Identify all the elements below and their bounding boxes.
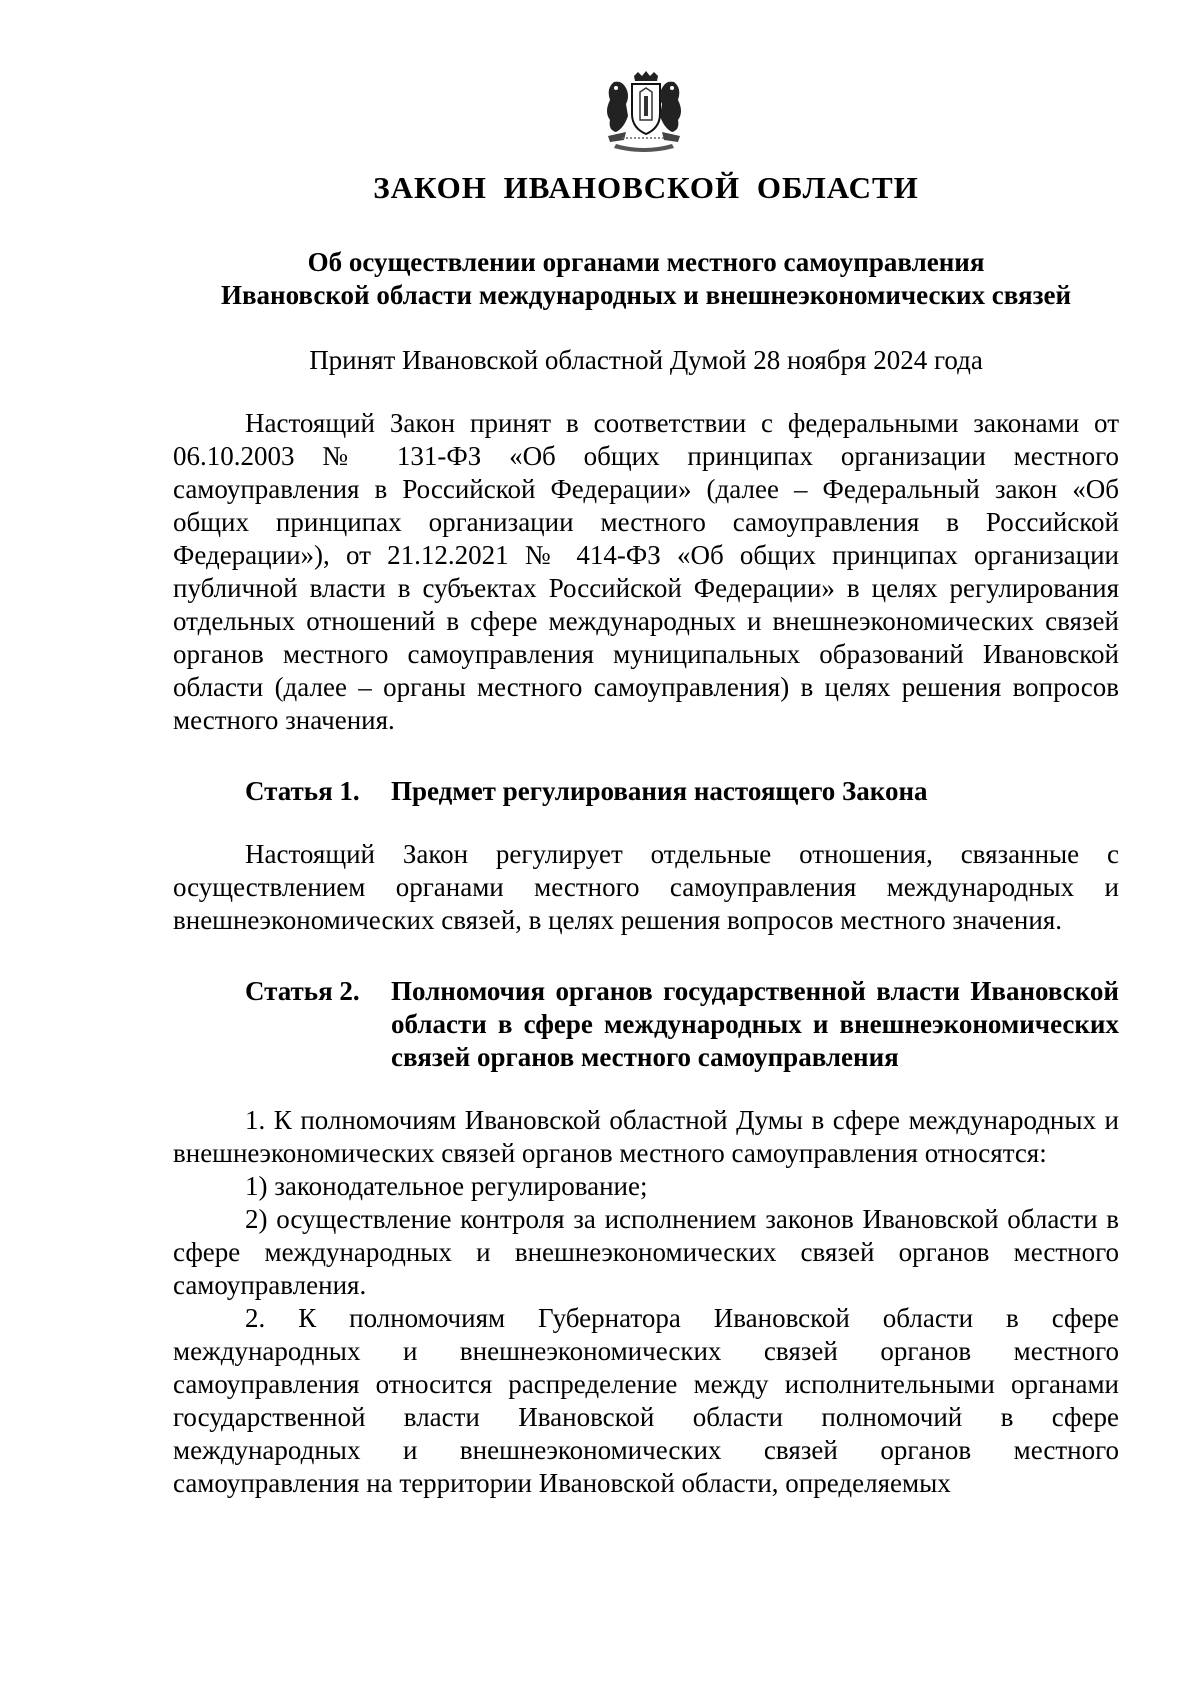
law-subtitle-line2: Ивановской области международных и внешнеэкономических связей [220,280,1072,310]
article-1-heading [173,775,1119,808]
law-subtitle [173,246,1119,312]
article-1-body [173,838,1119,937]
article-2-title: Полномочия органов государственной власти Ивановской области в сфере международных и внешнеэкономических связей органов местного самоуправления [391,976,1119,1072]
adoption-note: Принят Ивановской областной Думой 28 ноября 2024 года [309,345,983,375]
article-2-clause-1: 1. К полномочиям Ивановской областной Думы в сфере международных и внешнеэкономических связей органов местного самоуправления относятся: [173,1105,1119,1168]
preamble-paragraph: Настоящий Закон принят в соответствии с федеральными законами от 06.10.2003 № 131-ФЗ «Об общих принципах организации местного самоуправления в Российской Федерации» (далее – Федеральный закон «Об общих принципах организации местного самоуправления в Российской Федерации»), от 21.12.2021 № 414-ФЗ «Об общих принципах организации публичной власти в субъектах Российской Федерации» в целях регулирования отдельных отношений в сфере международных и внешнеэкономических связей органов местного самоуправления муниципальных образований Ивановской области (далее – органы местного самоуправления) в целях решения вопросов местного значения. [173,408,1119,735]
article-2-clause-2: 2. К полномочиям Губернатора Ивановской области в сфере международных и внешнеэкономических связей органов местного самоуправления относится распределение между исполнительными органами государственной власти Ивановской области полномочий в сфере международных и внешнеэкономических связей органов местного самоуправления на территории Ивановской области, определяемых [173,1303,1119,1498]
article-2-body [173,1104,1119,1500]
document-body [173,168,1119,1500]
article-2-clause-1-item-1: 1) законодательное регулирование; [245,1171,648,1201]
coat-of-arms-icon [596,70,692,154]
law-title: ЗАКОН ИВАНОВСКОЙ ОБЛАСТИ [373,170,919,205]
article-2-heading [173,975,1119,1074]
article-2-clause-1-item-2: 2) осуществление контроля за исполнением законов Ивановской области в сфере международных и внешнеэкономических связей органов местного самоуправления. [173,1204,1119,1300]
article-1-number: Статья 1. [245,776,360,806]
article-1-paragraph: Настоящий Закон регулирует отдельные отношения, связанные с осуществлением органами местного самоуправления международных и внешнеэкономических связей, в целях решения вопросов местного значения. [173,839,1119,935]
article-1-title: Предмет регулирования настоящего Закона [391,776,928,806]
article-2-number: Статья 2. [245,976,360,1006]
law-subtitle-line1: Об осуществлении органами местного самоуправления [307,247,985,277]
